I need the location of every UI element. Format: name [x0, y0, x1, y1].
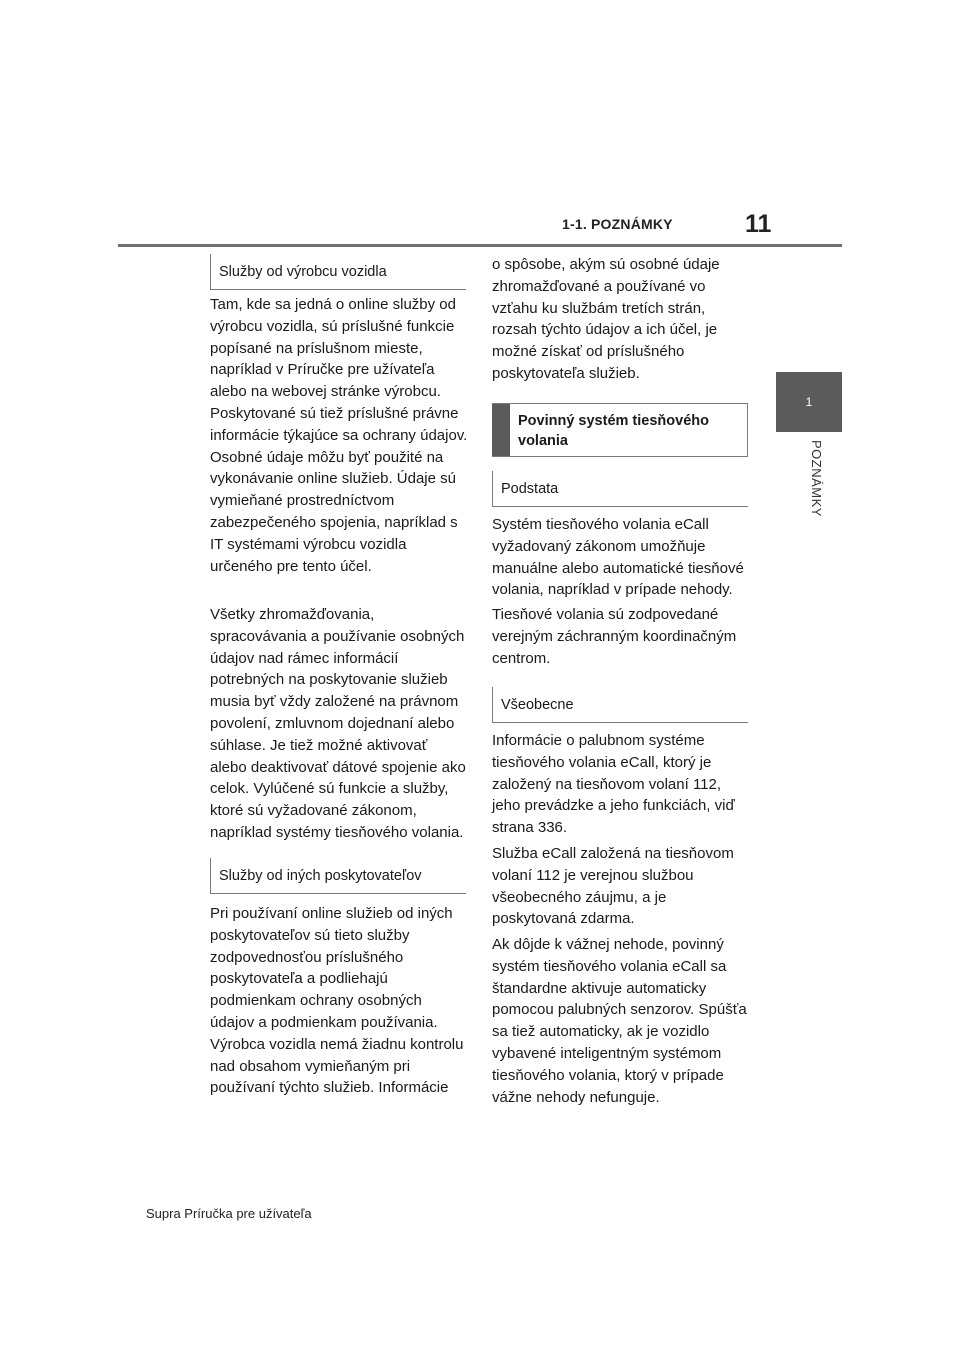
heading-text: Služby od výrobcu vozidla [219, 263, 387, 280]
paragraph-ecall-info: Informácie o palubnom systéme tiesňového volania eCall, ktorý je založený na tiesňovom volaní 112, jeho prevádzke a jeho funkciách, viď strana 336. [492, 732, 735, 837]
paragraph-data-processing: Všetky zhromažďovania, spracovávania a používanie osobných údajov nad rámec informácií potrebných na poskytovanie služieb musia byť vždy založené na právnom povolení, zmluvnom dojednaní alebo súhlase. Je tiež možné aktivovať alebo deaktivovať dátové spojenie ako celok. Vylúčené sú funkcie a služby, ktoré sú vyžadované zákonom, napríklad systémy tiesňového volania. [210, 606, 466, 841]
chapter-tab [776, 372, 842, 432]
footer-manual-title: Supra Príručka pre užívateľa [146, 1206, 312, 1221]
chapter-side-label: POZNÁMKY [809, 440, 824, 517]
paragraph-ecall-system: Systém tiesňového volania eCall vyžadovaný zákonom umožňuje manuálne alebo automatické tiesňové volania, napríklad v prípade nehody. [492, 516, 744, 599]
paragraph-third-party-services: Pri používaní online služieb od iných poskytovateľov sú tieto služby zodpovednosťou príslušného poskytovateľa a podliehajú podmienkam ochrany osobných údajov a podmienkam používania. Výrobca vozidla nemá žiadnu kontrolu nad obsahom vymieňaným pri používaní týchto služieb. Informácie [210, 905, 464, 1097]
heading-third-party-services [210, 858, 466, 894]
header-divider [118, 244, 842, 247]
paragraph-ecall-activation: Ak dôjde k vážnej nehode, povinný systém tiesňového volania eCall sa štandardne aktivuje automaticky pomocou palubných senzorov. Spúšťa sa tiež automaticky, ak je vozidlo vybavené inteligentným systémom tiesňového volania, ktorý v prípade vážne nehody nefunguje. [492, 936, 747, 1106]
paragraph-ecall-free: Služba eCall založená na tiesňovom volaní 112 je verejnou službou všeobecného záujmu, a je poskytovaná zdarma. [492, 845, 734, 928]
heading-text: Podstata [501, 480, 559, 497]
heading-text: Služby od iných poskytovateľov [219, 867, 422, 884]
heading-text: Všeobecne [501, 696, 574, 713]
section-heading-text: Povinný systém tiesňového volania [518, 413, 709, 449]
section-heading-marker [492, 404, 510, 456]
heading-principle [492, 471, 748, 507]
heading-general [492, 687, 748, 723]
paragraph-manufacturer-services: Tam, kde sa jedná o online služby od výrobcu vozidla, sú príslušné funkcie popísané na príslušnom mieste, napríklad v Príručke pre užívateľa alebo na webovej stránke výrobcu. Poskytované sú tiež príslušné právne informácie týkajúce sa ochrany údajov. Osobné údaje môžu byť použité na vykonávanie online služieb. Údaje sú vymieňané prostredníctvom zabezpečeného spojenia, napríklad s IT systémami výrobcu vozidla určeného pre tento účel. [210, 296, 468, 575]
page-number: 11 [745, 210, 772, 238]
chapter-number: 1 [805, 395, 813, 409]
section-heading-emergency-call [492, 403, 748, 457]
paragraph-continued: o spôsobe, akým sú osobné údaje zhromažďované a používané vo vzťahu ku službám tretích strán, rozsah týchto údajov a ich účel, je možné získať od príslušného poskytovateľa služieb. [492, 256, 720, 382]
paragraph-ecall-answered: Tiesňové volania sú zodpovedané verejným záchranným koordinačným centrom. [492, 606, 737, 667]
heading-manufacturer-services [210, 254, 466, 290]
section-title: 1-1. POZNÁMKY [562, 216, 673, 232]
